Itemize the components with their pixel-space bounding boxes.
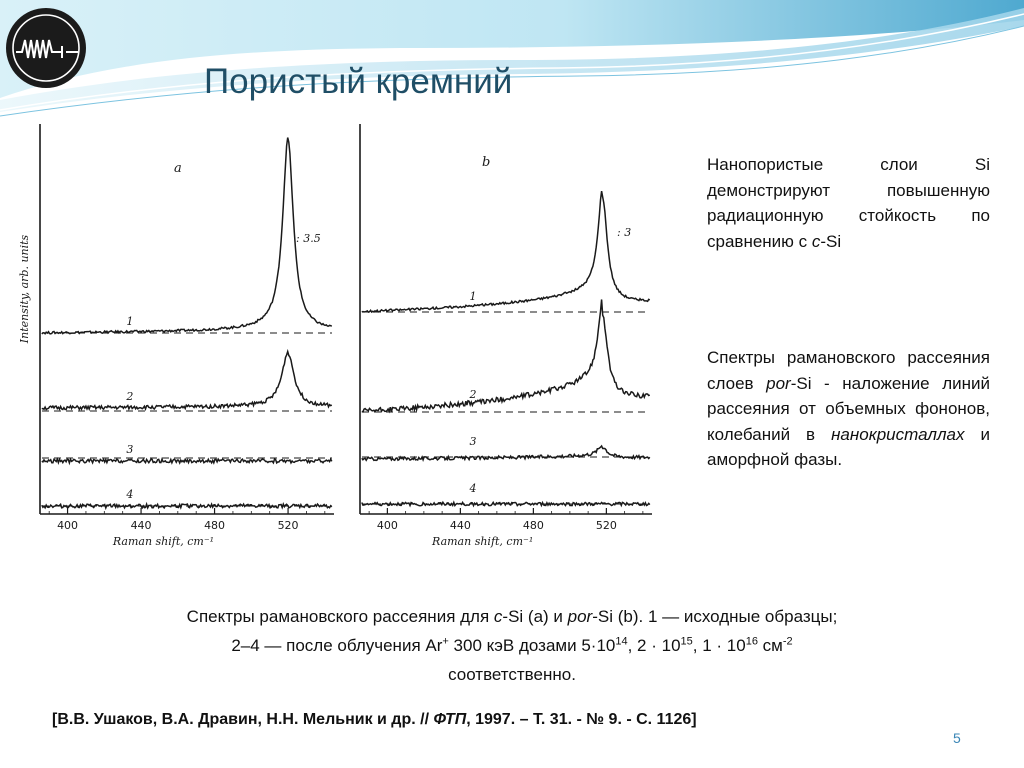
x-tick-label: 520 — [595, 519, 617, 532]
superscript: -2 — [782, 635, 793, 648]
side-paragraph-2-text — [707, 345, 990, 473]
text-run: нанокристаллах — [831, 424, 965, 444]
series-line-4 — [362, 502, 650, 505]
x-tick-label: 480 — [522, 519, 544, 532]
y-axis-label: Intensity, arb. units — [18, 234, 31, 344]
x-tick-label: 440 — [130, 519, 152, 532]
text-run: , 1 · 10 — [692, 636, 746, 655]
series-line-3 — [362, 446, 650, 460]
side-paragraph-1-text — [707, 152, 990, 254]
text-run: c — [493, 607, 503, 626]
text-run: -Si - наложение линий рассеяния от объемных фононов, колебаний в — [707, 373, 990, 444]
text-run: -Si (a) и — [502, 607, 568, 626]
side-paragraph-1 — [707, 152, 990, 254]
scale-annotation: : 3 — [617, 226, 632, 239]
x-tick-label: 400 — [376, 519, 398, 532]
figure-caption — [40, 602, 984, 689]
raman-chart-b — [352, 116, 657, 556]
caption-line-1 — [40, 602, 984, 631]
side-paragraph-2 — [707, 345, 990, 473]
caption-line-3: соответственно. — [448, 665, 576, 684]
series-label: 4 — [469, 482, 477, 495]
series-line-1 — [42, 138, 332, 334]
series-label: 2 — [469, 388, 477, 401]
series-label: 2 — [126, 390, 134, 403]
superscript: 14 — [615, 635, 628, 648]
text-run: , 2 · 10 — [627, 636, 681, 655]
page-number: 5 — [953, 730, 961, 746]
chart-panel-a — [12, 116, 342, 556]
caption-line-2 — [40, 631, 984, 660]
series-label: 1 — [469, 290, 477, 303]
text-run: ФТП — [433, 711, 467, 728]
x-axis-label: Raman shift, cm⁻¹ — [112, 535, 215, 548]
series-label: 3 — [469, 435, 477, 448]
panel-letter: a — [174, 161, 182, 176]
superscript: + — [442, 635, 449, 648]
text-run: [В.В. Ушаков, В.А. Дравин, Н.Н. Мельник и др. // — [52, 711, 434, 728]
text-run: por — [567, 607, 593, 626]
raman-chart-a — [12, 116, 342, 556]
series-label: 1 — [126, 315, 134, 328]
series-label: 4 — [126, 488, 134, 501]
text-run: см — [757, 636, 783, 655]
series-label: 3 — [126, 443, 134, 456]
text-run: Нанопористые слои Si демонстрируют повышенную радиационную стойкость по сравнению с — [707, 155, 990, 251]
series-line-1 — [362, 191, 650, 312]
chart-panel-b — [352, 116, 657, 556]
text-run: -Si (b). 1 — исходные образцы; — [592, 607, 838, 626]
text-run: , 1997. – Т. 31. - № 9. - С. 1126] — [466, 711, 697, 728]
x-axis-label: Raman shift, cm⁻¹ — [432, 535, 534, 548]
x-tick-label: 400 — [57, 519, 79, 532]
text-run: 2–4 — после облучения Ar — [231, 636, 443, 655]
series-line-2 — [362, 300, 650, 412]
text-run: 300 кэВ дозами 5·10 — [448, 636, 616, 655]
x-tick-label: 520 — [277, 519, 299, 532]
institute-logo — [4, 6, 88, 90]
series-line-2 — [42, 352, 332, 410]
superscript: 15 — [680, 635, 693, 648]
scale-annotation: : 3.5 — [296, 232, 321, 245]
text-run: и аморфной фазы. — [707, 424, 990, 470]
text-run: c — [811, 231, 821, 251]
text-run: -Si — [820, 231, 842, 251]
text-run: Спектры рамановского рассеяния для — [186, 607, 494, 626]
reference-citation — [52, 711, 697, 729]
x-tick-label: 440 — [449, 519, 471, 532]
series-line-3 — [42, 459, 332, 463]
text-run: por — [766, 373, 791, 393]
x-tick-label: 480 — [204, 519, 226, 532]
superscript: 16 — [745, 635, 758, 648]
panel-letter: b — [482, 155, 491, 170]
slide-title: Пористый кремний — [204, 62, 513, 101]
text-run: Спектры рамановского рассеяния слоев — [707, 348, 990, 393]
